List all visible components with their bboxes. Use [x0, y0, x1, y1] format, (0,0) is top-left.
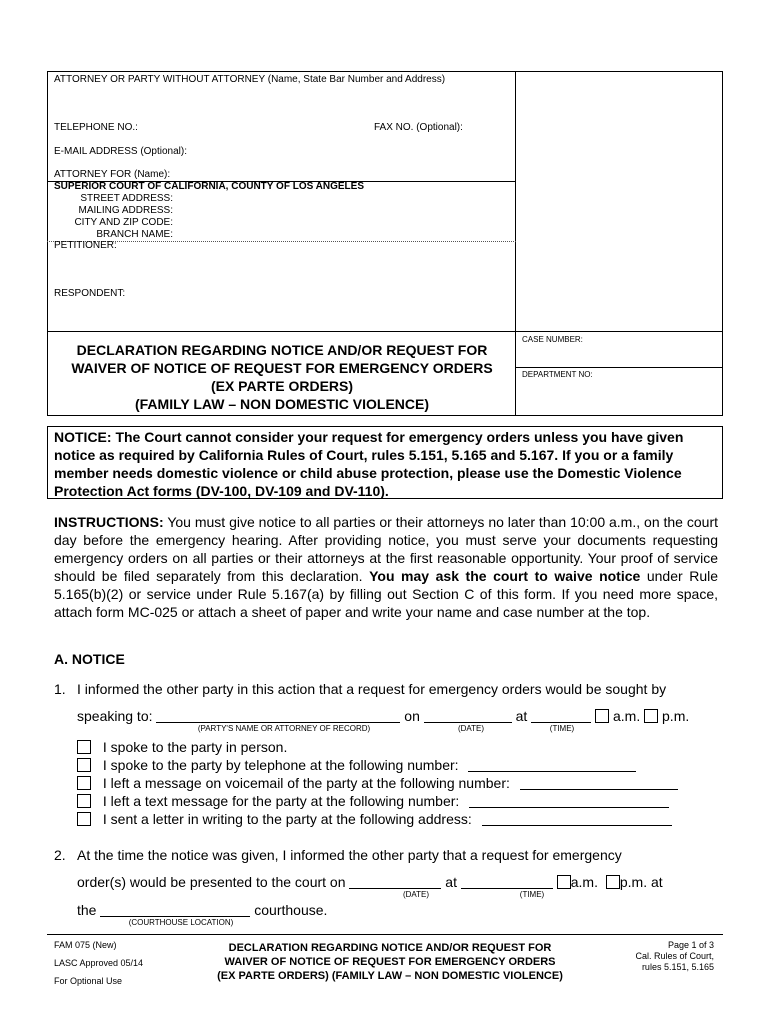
court-date-field[interactable]: [349, 874, 441, 889]
fax-label: FAX NO. (Optional):: [374, 122, 463, 133]
footer-title: [180, 941, 600, 983]
notice-date-field[interactable]: [424, 708, 512, 723]
option-telephone-label: I spoke to the party by telephone at the following number:: [102, 757, 459, 773]
instructions-label: INSTRUCTIONS:: [54, 514, 164, 530]
text-message-checkbox[interactable]: [77, 794, 91, 808]
footer-rule: [47, 934, 723, 935]
am-label: a.m.: [613, 708, 641, 724]
court-time-field[interactable]: [461, 874, 553, 889]
rules-line-1: Cal. Rules of Court,: [635, 951, 714, 961]
mailing-address-label: MAILING ADDRESS:: [78, 205, 173, 216]
attorney-for-label: ATTORNEY FOR (Name):: [54, 169, 171, 180]
option-text-message: [77, 793, 669, 810]
option-text-message-label: I left a text message for the party at the following number:: [102, 793, 460, 809]
branch-name-label: BRANCH NAME:: [96, 229, 173, 240]
presented-label: order(s) would be presented to the court on: [77, 874, 346, 890]
party-name-caption: (PARTY'S NAME OR ATTORNEY OF RECORD): [197, 724, 371, 733]
in-person-checkbox[interactable]: [77, 740, 91, 754]
pm-checkbox-2[interactable]: [606, 875, 620, 889]
presented-row: [77, 874, 663, 891]
instructions-waive-notice: You may ask the court to waive notice: [369, 568, 641, 584]
time-caption-1: (TIME): [549, 724, 575, 733]
item-1-text: I informed the other party in this action that a request for emergency orders would be sought by: [77, 681, 667, 697]
attorney-label: ATTORNEY OR PARTY WITHOUT ATTORNEY (Name, State Bar Number and Address): [54, 74, 446, 85]
footer-title-line-3: (EX PARTE ORDERS) (FAMILY LAW – NON DOMESTIC VIOLENCE): [217, 970, 563, 982]
courthouse-row: [77, 902, 327, 919]
notice-text: NOTICE: The Court cannot consider your request for emergency orders unless you have given notice as required by California Rules of Court, rules 5.151, 5.165 and 5.167. If you or a family member needs domestic violence or child abuse protection, please use the Domestic Violence Protection Act forms (DV-100, DV-109 and DV-110).: [54, 429, 684, 499]
instructions-paragraph: [54, 513, 718, 621]
footer-title-line-2: WAIVER OF NOTICE OF REQUEST FOR EMERGENCY ORDERS: [224, 956, 556, 968]
item-1-number: 1.: [54, 681, 66, 697]
option-in-person-label: I spoke to the party in person.: [102, 739, 288, 755]
court-name: SUPERIOR COURT OF CALIFORNIA, COUNTY OF LOS ANGELES: [54, 181, 365, 192]
approved-date: LASC Approved 05/14: [54, 958, 144, 968]
speaking-to-row: [77, 708, 689, 725]
speaking-to-label: speaking to:: [77, 708, 153, 724]
time-caption-2: (TIME): [519, 890, 545, 899]
city-zip-label: CITY AND ZIP CODE:: [74, 217, 173, 228]
footer-title-line-1: DECLARATION REGARDING NOTICE AND/OR REQUEST FOR: [228, 942, 552, 954]
party-name-field[interactable]: [156, 708, 400, 723]
option-telephone: [77, 757, 636, 774]
case-number-label: CASE NUMBER:: [522, 335, 583, 344]
letter-address-field[interactable]: [482, 811, 672, 826]
courthouse-location-caption: (COURTHOUSE LOCATION): [128, 918, 234, 927]
form-number: FAM 075 (New): [54, 940, 117, 950]
option-in-person: [77, 739, 287, 756]
pm-label: p.m.: [662, 708, 690, 724]
pm-at-label: p.m. at: [619, 874, 663, 890]
form-title: [50, 341, 514, 413]
voicemail-number-field[interactable]: [520, 775, 678, 790]
the-label: the: [77, 902, 97, 918]
telephone-number-field[interactable]: [468, 757, 636, 772]
page-info: [600, 940, 714, 973]
form-title-line-3: (EX PARTE ORDERS): [210, 378, 354, 394]
notice-time-field[interactable]: [531, 708, 591, 723]
voicemail-checkbox[interactable]: [77, 776, 91, 790]
page-number: Page 1 of 3: [667, 940, 714, 950]
form-title-line-2: WAIVER OF NOTICE OF REQUEST FOR EMERGENCY ORDERS: [71, 360, 493, 376]
telephone-checkbox[interactable]: [77, 758, 91, 772]
caption-divider-vertical: [515, 71, 516, 416]
date-caption-2: (DATE): [402, 890, 430, 899]
pm-checkbox[interactable]: [644, 709, 658, 723]
petitioner-label: PETITIONER:: [54, 240, 117, 251]
optional-use: For Optional Use: [54, 976, 123, 986]
text-message-number-field[interactable]: [469, 793, 669, 808]
courthouse-label: courthouse.: [254, 902, 328, 918]
rules-line-2: rules 5.151, 5.165: [641, 962, 714, 972]
telephone-label: TELEPHONE NO.:: [54, 122, 138, 133]
letter-checkbox[interactable]: [77, 812, 91, 826]
email-label: E-MAIL ADDRESS (Optional):: [54, 146, 188, 157]
on-label: on: [404, 708, 420, 724]
at-label-2: at: [445, 874, 457, 890]
form-title-line-4: (FAMILY LAW – NON DOMESTIC VIOLENCE): [134, 396, 430, 412]
option-letter: [77, 811, 672, 828]
instructions-text-2: under Rule 5.165(b)(2) or service under Rule 5.167(a) by filling out Section C of this form. If you need more space, attach form MC-025 or attach a sheet of paper and write your name and case number at the top.: [54, 568, 719, 620]
respondent-label: RESPONDENT:: [54, 288, 126, 299]
department-label: DEPARTMENT NO:: [522, 370, 593, 379]
caption-divider-case: [516, 367, 723, 368]
section-a-heading: A. NOTICE: [54, 651, 125, 667]
am-label-2: a.m.: [570, 874, 598, 890]
instructions-text-1: You must give notice to all parties or their attorneys no later than 10:00 a.m., on the court day before the emergency hearing. After providing notice, you must serve your documents requesting emergency orders on all parties or their attorneys at the first reasonable opportunity. Your proof of service should be filed separately from this declaration.: [54, 514, 718, 584]
date-caption-1: (DATE): [457, 724, 485, 733]
item-2-text: At the time the notice was given, I informed the other party that a request for emergency: [77, 847, 622, 863]
option-voicemail: [77, 775, 678, 792]
option-voicemail-label: I left a message on voicemail of the party at the following number:: [102, 775, 510, 791]
street-address-label: STREET ADDRESS:: [80, 193, 173, 204]
caption-divider-petitioner: [47, 241, 516, 242]
am-checkbox-2[interactable]: [557, 875, 571, 889]
at-label: at: [515, 708, 528, 724]
courthouse-location-field[interactable]: [100, 902, 250, 917]
am-checkbox[interactable]: [595, 709, 609, 723]
form-title-line-1: DECLARATION REGARDING NOTICE AND/OR REQUEST FOR: [76, 342, 488, 358]
item-2-number: 2.: [54, 847, 66, 863]
caption-divider-parties: [47, 331, 723, 332]
option-letter-label: I sent a letter in writing to the party at the following address:: [102, 811, 472, 827]
